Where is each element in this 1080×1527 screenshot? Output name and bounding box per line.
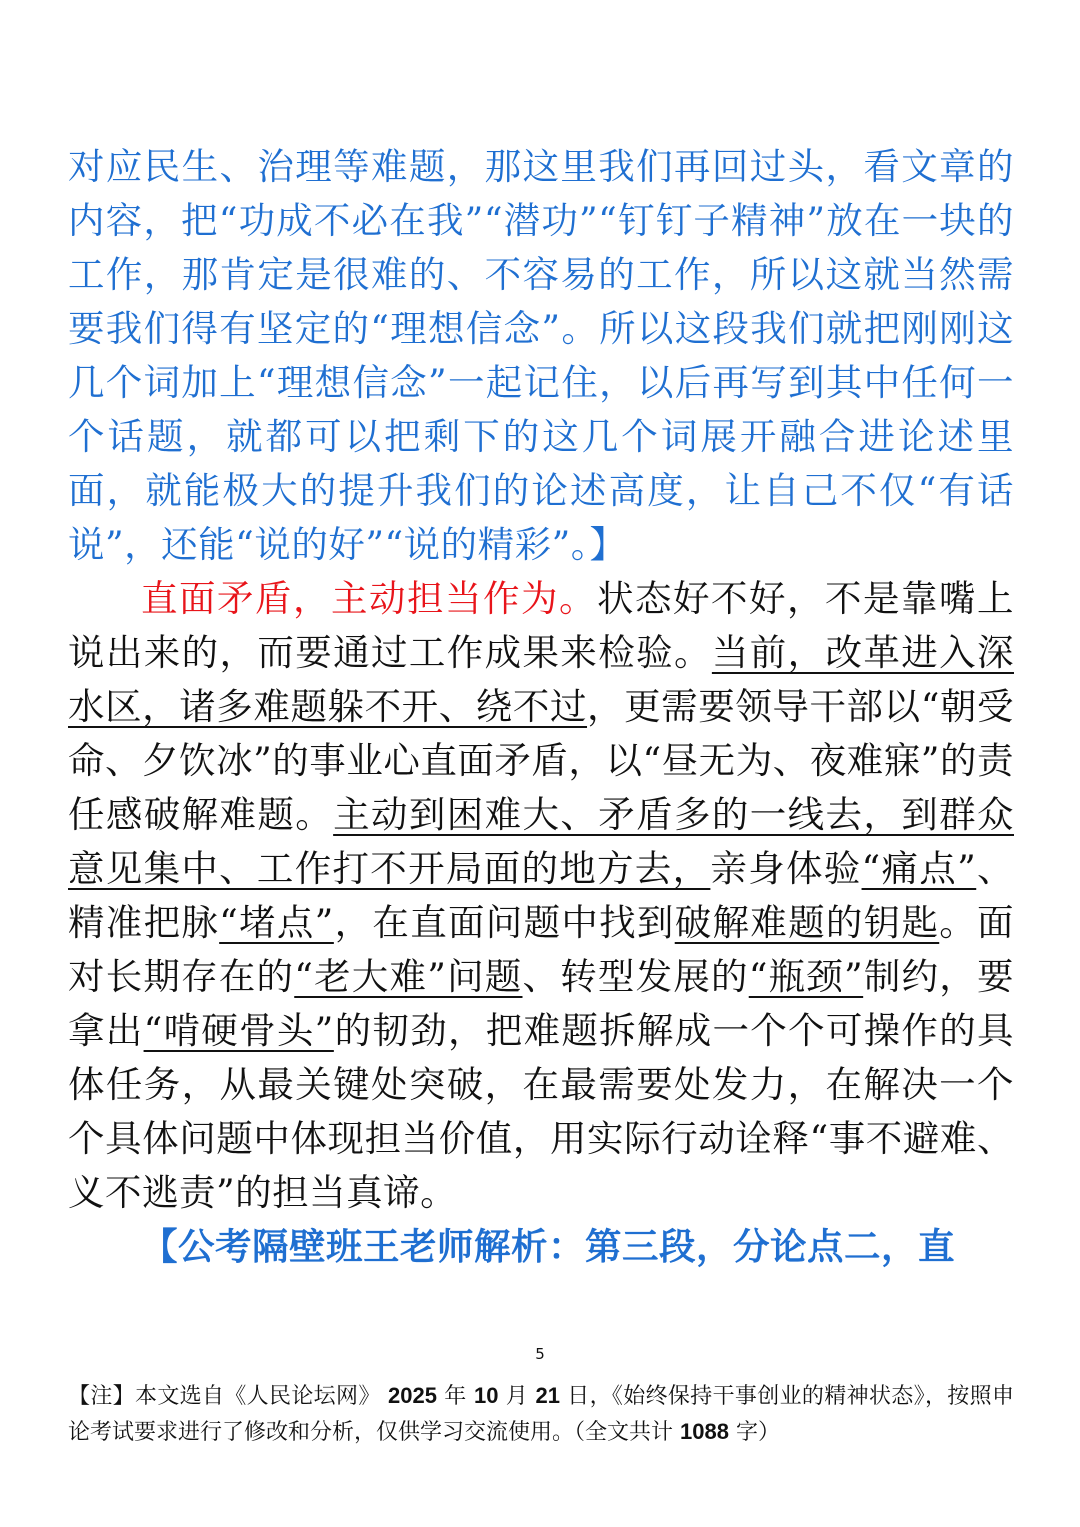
analysis-heading: 【公考隔壁班王老师解析：第三段，分论点二，直 [141,1225,955,1268]
sentence: 。面对长期存在的 [68,901,1015,998]
sentence: 制约，要拿出 [68,955,1014,1052]
sentence: 状态好不好，不是靠嘴上说出来的，而要通过工作成果来检验。 [68,577,1014,674]
underlined-phrase: 破解难题的钥匙 [674,901,940,944]
main-paragraph [68,572,1014,1220]
underlined-phrase: 主动到困难大、矛盾多的一线去，到群众意见集中、工作打不开局面的地方去， [68,793,1014,890]
footnote-prefix: 【注】本文选自《人民论坛网》 [68,1384,381,1409]
underlined-phrase: “堵点” [219,901,334,944]
footnote-month: 10 [473,1383,499,1408]
sentence: 的韧劲，把难题拆解成一个个可操作的具体任务，从最关键处突破，在最需要处发力，在解决一个个具体问题中体现担当价值，用实际行动诠释“事不避难、义不逃责”的担当真谛。 [68,1009,1015,1214]
footnote-text: 日，《始终保持干事创业的精神状态》，按照申论考试要求进行了修改和分析，仅供学习交流使用。（全文共计 [68,1384,1014,1445]
underlined-phrase: 当前，改革进入深水区，诸多难题躲不开、绕不过 [68,631,1014,728]
paragraph-heading: 直面矛盾，主动担当作为。 [141,577,597,620]
underlined-phrase: “瓶颈” [748,955,864,998]
footnote-count: 1088 [680,1419,729,1444]
footnote-text: 月 [505,1384,529,1409]
footnote-year: 2025 [388,1383,437,1408]
underlined-phrase: “痛点” [861,847,977,890]
sentence: ，在直面问题中找到 [333,901,675,944]
footnote-text: 字） [735,1420,780,1445]
sentence: ，更需要领导干部以“朝受命、夕饮冰”的事业心直面矛盾，以“昼无为、夜难寐”的责任感破解难题。 [68,685,1014,836]
document-page [68,140,1014,1274]
blue-analysis-paragraph: 对应民生、治理等难题，那这里我们再回过头，看文章的内容，把“功成不必在我”“潜功”“钉钉子精神”放在一块的工作，那肯定是很难的、不容易的工作，所以这就当然需要我们得有坚定的“理想信念”。所以这段我们就把刚刚这几个词加上“理想信念”一起记住，以后再写到其中任何一个话题，就都可以把剩下的这几个词展开融合进论述里面，就能极大的提升我们的论述高度，让自己不仅“有话说”，还能“说的好”“说的精彩”。】 [68,145,1014,566]
page-number: 5 [535,1345,545,1363]
footnote-text: 年 [444,1384,467,1409]
sentence: 亲身体验 [710,847,862,890]
underlined-phrase: “啃硬骨头” [143,1009,334,1052]
footnote [68,1378,1014,1450]
sentence: 、精准把脉 [68,847,1015,944]
sentence: 、转型发展的 [522,955,749,998]
footnote-day: 21 [535,1383,560,1408]
underlined-phrase: “老大难”问题 [294,955,523,998]
